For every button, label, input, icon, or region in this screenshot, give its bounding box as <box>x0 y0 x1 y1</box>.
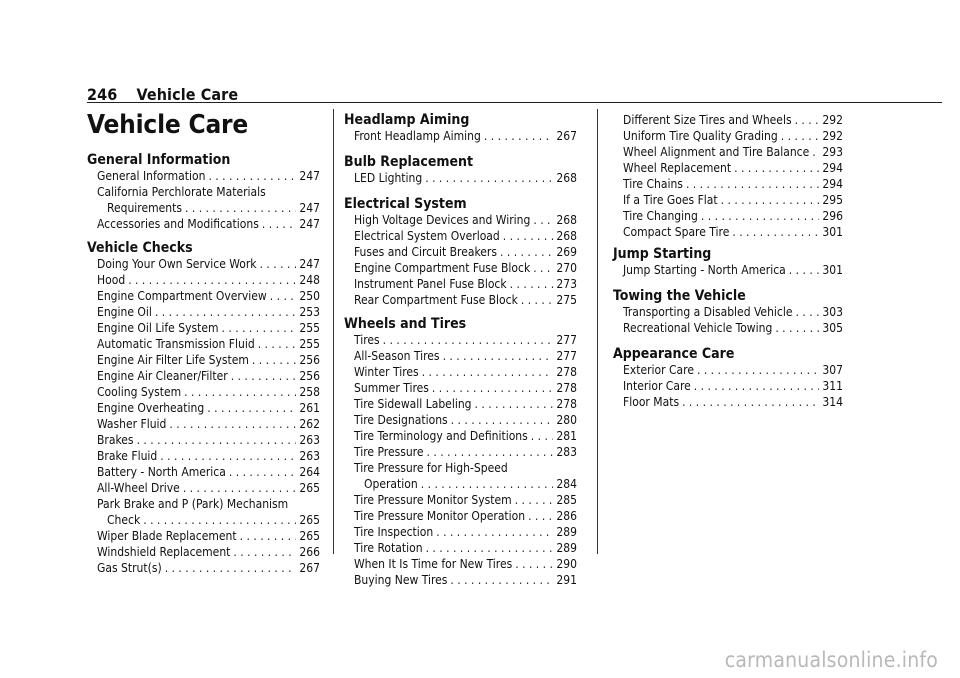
toc-entry-page-number: 289 <box>556 541 577 555</box>
toc-entry-title: LED Lighting <box>354 171 423 185</box>
dot-leader <box>531 428 554 444</box>
toc-entry-page-number: 292 <box>822 129 843 143</box>
toc-entry-title: Engine Compartment Fuse Block <box>354 261 531 275</box>
toc-entry-page-number: 307 <box>822 363 843 377</box>
dot-leader <box>222 320 297 336</box>
toc-entry[interactable] <box>354 332 577 348</box>
toc-entry[interactable] <box>354 128 577 144</box>
toc-entry[interactable] <box>354 292 577 308</box>
toc-entry[interactable] <box>354 396 577 412</box>
toc-entry[interactable] <box>97 288 320 304</box>
toc-entry[interactable] <box>354 228 577 244</box>
toc-entry[interactable] <box>97 432 320 448</box>
toc-entry-title: Interior Care <box>623 379 691 393</box>
toc-entry-title: Automatic Transmission Fluid <box>97 337 255 351</box>
toc-entry-page-number: 296 <box>822 209 843 223</box>
toc-entry-page-number: 270 <box>556 261 577 275</box>
toc-entry[interactable] <box>354 412 577 428</box>
toc-entry-title: High Voltage Devices and Wiring <box>354 213 531 227</box>
dot-leader <box>812 144 819 160</box>
toc-entry-title-line: Tire Pressure for High-Speed <box>354 461 508 475</box>
toc-entry-page-number: 262 <box>299 417 320 431</box>
toc-entry-title: Instrument Panel Fuse Block <box>354 277 507 291</box>
toc-entry-page-number: 247 <box>299 217 320 231</box>
toc-entry-title: Operation <box>364 477 418 491</box>
toc-entry-title: Electrical System Overload <box>354 229 500 243</box>
dot-leader <box>137 432 297 448</box>
dot-leader <box>732 224 819 240</box>
toc-entry[interactable] <box>623 362 843 378</box>
dot-leader <box>427 444 554 460</box>
dot-leader <box>503 228 554 244</box>
toc-entry[interactable] <box>623 128 843 144</box>
toc-entry-page-number: 247 <box>299 169 320 183</box>
page-number: 246 <box>87 85 118 104</box>
toc-entry[interactable] <box>354 276 577 292</box>
toc-entry-page-number: 264 <box>299 465 320 479</box>
toc-entry[interactable] <box>97 320 320 336</box>
toc-entry-title: Compact Spare Tire <box>623 225 730 239</box>
dot-leader <box>240 528 297 544</box>
watermark: carmanualsonline.info <box>724 648 938 672</box>
dot-leader <box>533 212 553 228</box>
toc-entry-title: Requirements <box>107 201 182 215</box>
dot-leader <box>426 540 554 556</box>
toc-entry-title: Front Headlamp Aiming <box>354 129 481 143</box>
dot-leader <box>781 128 820 144</box>
toc-entry[interactable] <box>97 416 320 432</box>
toc-entry-page-number: 265 <box>299 513 320 527</box>
dot-leader <box>258 336 297 352</box>
toc-entry-title: Brakes <box>97 433 134 447</box>
toc-entry[interactable] <box>623 262 843 278</box>
toc-entry-title: Engine Air Filter Life System <box>97 353 249 367</box>
dot-leader <box>143 512 296 528</box>
toc-entry-title: Exterior Care <box>623 363 694 377</box>
toc-entry[interactable] <box>623 160 843 176</box>
toc-entry-title: Tire Pressure Monitor Operation <box>354 509 526 523</box>
toc-entry[interactable] <box>354 348 577 364</box>
toc-entry[interactable] <box>623 208 843 224</box>
dot-leader <box>229 464 297 480</box>
dot-leader <box>682 394 819 410</box>
toc-entry[interactable] <box>97 448 320 464</box>
dot-leader <box>775 320 819 336</box>
toc-entry-title: Tires <box>354 333 380 347</box>
running-section-title: Vehicle Care <box>136 85 239 104</box>
toc-entry-title: Fuses and Circuit Breakers <box>354 245 497 259</box>
dot-leader <box>169 416 296 432</box>
toc-entry-title: Engine Oil <box>97 305 152 319</box>
toc-entry-title: Doing Your Own Service Work <box>97 257 257 271</box>
toc-entry-title: When It Is Time for New Tires <box>354 557 513 571</box>
dot-leader <box>231 368 297 384</box>
dot-leader <box>721 192 820 208</box>
toc-entry-title: Tire Terminology and Definitions <box>354 429 528 443</box>
toc-entry[interactable] <box>97 256 320 272</box>
toc-entry[interactable] <box>97 544 320 560</box>
toc-entry-title: Engine Air Cleaner/Filter <box>97 369 228 383</box>
toc-entry-page-number: 255 <box>299 337 320 351</box>
toc-entry[interactable] <box>623 320 843 336</box>
dot-leader <box>515 556 553 572</box>
toc-entry-page-number: 265 <box>299 481 320 495</box>
toc-entry-page-number: 278 <box>556 397 577 411</box>
chapter-title: Vehicle Care <box>87 110 249 140</box>
toc-entry-page-number: 290 <box>556 557 577 571</box>
dot-leader <box>451 412 554 428</box>
toc-entry[interactable] <box>97 304 320 320</box>
section-heading: Headlamp Aiming <box>344 112 470 128</box>
toc-entry-page-number: 277 <box>556 333 577 347</box>
toc-entry[interactable] <box>354 540 577 556</box>
toc-entry[interactable] <box>354 572 577 588</box>
toc-entry-title: Recreational Vehicle Towing <box>623 321 773 335</box>
section-heading: Bulb Replacement <box>344 154 474 170</box>
toc-entry-title: Tire Pressure <box>354 445 424 459</box>
dot-leader <box>789 262 820 278</box>
dot-leader <box>260 256 297 272</box>
dot-leader <box>686 176 819 192</box>
toc-entry[interactable] <box>354 380 577 396</box>
toc-entry-title: Floor Mats <box>623 395 680 409</box>
toc-entry-page-number: 268 <box>556 213 577 227</box>
toc-entry[interactable] <box>623 192 843 208</box>
toc-entry-page-number: 284 <box>556 477 577 491</box>
toc-entry-page-number: 301 <box>822 225 843 239</box>
toc-entry[interactable] <box>97 560 320 576</box>
toc-entry-page-number: 256 <box>299 369 320 383</box>
dot-leader <box>432 380 553 396</box>
toc-entry-page-number: 275 <box>556 293 577 307</box>
toc-entry-title: Summer Tires <box>354 381 429 395</box>
toc-entry-title: Tire Designations <box>354 413 448 427</box>
toc-entry-title: Cooling System <box>97 385 182 399</box>
toc-entry-page-number: 268 <box>556 229 577 243</box>
toc-entry-title: Gas Strut(s) <box>97 561 162 575</box>
toc-entry-page-number: 265 <box>299 529 320 543</box>
toc-entry-page-number: 294 <box>822 161 843 175</box>
dot-leader <box>450 572 553 588</box>
toc-entry-title: Rear Compartment Fuse Block <box>354 293 518 307</box>
toc-entry[interactable] <box>354 444 577 460</box>
toc-entry-title: Brake Fluid <box>97 449 158 463</box>
toc-entry-title: General Information <box>97 169 206 183</box>
toc-entry[interactable] <box>97 368 320 384</box>
toc-entry-title: Battery - North America <box>97 465 226 479</box>
dot-leader <box>500 244 553 260</box>
dot-leader <box>697 362 819 378</box>
toc-entry-title: Uniform Tire Quality Grading <box>623 129 778 143</box>
toc-entry-title: Wheel Alignment and Tire Balance <box>623 145 810 159</box>
toc-entry-page-number: 263 <box>299 433 320 447</box>
toc-entry-page-number: 281 <box>556 429 577 443</box>
toc-entry-title: Winter Tires <box>354 365 419 379</box>
toc-entry-title: Tire Rotation <box>354 541 423 555</box>
toc-entry[interactable] <box>623 224 843 240</box>
toc-entry-page-number: 273 <box>556 277 577 291</box>
toc-entry-title: Accessories and Modifications <box>97 217 259 231</box>
toc-entry-title: If a Tire Goes Flat <box>623 193 718 207</box>
toc-entry-title: Tire Changing <box>623 209 698 223</box>
toc-entry-page-number: 285 <box>556 493 577 507</box>
toc-entry-page-number: 280 <box>556 413 577 427</box>
dot-leader <box>233 544 296 560</box>
section-heading: General Information <box>87 152 231 168</box>
dot-leader <box>528 508 553 524</box>
section-heading: Appearance Care <box>613 346 735 362</box>
toc-entry-page-number: 277 <box>556 349 577 363</box>
toc-entry[interactable] <box>354 492 577 508</box>
toc-entry-page-number: 248 <box>299 273 320 287</box>
toc-entry-page-number: 263 <box>299 449 320 463</box>
toc-entry[interactable] <box>97 352 320 368</box>
toc-entry-page-number: 253 <box>299 305 320 319</box>
dot-leader <box>484 128 554 144</box>
toc-entry[interactable] <box>97 497 320 528</box>
toc-entry-title: Washer Fluid <box>97 417 167 431</box>
toc-entry-title: Engine Overheating <box>97 401 205 415</box>
toc-entry[interactable] <box>623 378 843 394</box>
dot-leader <box>160 448 296 464</box>
toc-entry-page-number: 303 <box>822 305 843 319</box>
toc-entry-title: Tire Sidewall Labeling <box>354 397 472 411</box>
toc-entry[interactable] <box>354 244 577 260</box>
toc-entry-title: Jump Starting - North America <box>623 263 786 277</box>
toc-entry-page-number: 293 <box>822 145 843 159</box>
toc-entry-page-number: 267 <box>556 129 577 143</box>
toc-entry-page-number: 294 <box>822 177 843 191</box>
dot-leader <box>421 476 554 492</box>
dot-leader <box>184 384 296 400</box>
toc-entry-page-number: 314 <box>822 395 843 409</box>
dot-leader <box>701 208 820 224</box>
toc-entry-page-number: 295 <box>822 193 843 207</box>
toc-entry-title-line: Park Brake and P (Park) Mechanism <box>97 497 289 511</box>
toc-entry[interactable] <box>97 464 320 480</box>
dot-leader <box>425 170 553 186</box>
dot-leader <box>128 272 296 288</box>
toc-entry[interactable] <box>97 168 320 184</box>
toc-entry[interactable] <box>97 185 320 216</box>
toc-entry-page-number: 247 <box>299 201 320 215</box>
toc-entry-title: All-Season Tires <box>354 349 440 363</box>
toc-entry[interactable] <box>623 112 843 128</box>
toc-entry-page-number: 301 <box>822 263 843 277</box>
dot-leader <box>475 396 554 412</box>
toc-entry-title: Tire Chains <box>623 177 683 191</box>
toc-entry[interactable] <box>354 212 577 228</box>
dot-leader <box>734 160 819 176</box>
dot-leader <box>262 216 297 232</box>
toc-entry-page-number: 268 <box>556 171 577 185</box>
toc-entry[interactable] <box>97 272 320 288</box>
toc-entry-title: Engine Oil Life System <box>97 321 219 335</box>
toc-entry-title: Different Size Tires and Wheels <box>623 113 792 127</box>
dot-leader <box>165 560 297 576</box>
toc-entry[interactable] <box>354 428 577 444</box>
toc-entry-title: Windshield Replacement <box>97 545 231 559</box>
dot-leader <box>155 304 296 320</box>
toc-entry-title: All-Wheel Drive <box>97 481 180 495</box>
toc-entry[interactable] <box>354 524 577 540</box>
toc-entry-page-number: 278 <box>556 381 577 395</box>
dot-leader <box>443 348 554 364</box>
toc-entry-page-number: 292 <box>822 113 843 127</box>
dot-leader <box>795 112 820 128</box>
toc-entry-page-number: 255 <box>299 321 320 335</box>
toc-entry[interactable] <box>97 336 320 352</box>
toc-entry[interactable] <box>97 384 320 400</box>
dot-leader <box>208 168 296 184</box>
toc-entry[interactable] <box>97 480 320 496</box>
dot-leader <box>510 276 554 292</box>
toc-entry-page-number: 247 <box>299 257 320 271</box>
toc-entry-page-number: 305 <box>822 321 843 335</box>
dot-leader <box>185 200 296 216</box>
toc-entry-title: Transporting a Disabled Vehicle <box>623 305 793 319</box>
dot-leader <box>515 492 554 508</box>
toc-entry-title: Hood <box>97 273 126 287</box>
toc-entry[interactable] <box>354 260 577 276</box>
section-heading: Towing the Vehicle <box>613 288 746 304</box>
toc-entry-page-number: 267 <box>299 561 320 575</box>
toc-entry-title: Engine Compartment Overview <box>97 289 267 303</box>
toc-entry-title: Tire Pressure Monitor System <box>354 493 512 507</box>
dot-leader <box>533 260 553 276</box>
toc-entry-title: Wheel Replacement <box>623 161 732 175</box>
dot-leader <box>436 524 553 540</box>
toc-entry-page-number: 289 <box>556 525 577 539</box>
toc-entry-page-number: 291 <box>556 573 577 587</box>
section-heading: Jump Starting <box>613 246 712 262</box>
column-divider <box>597 109 598 554</box>
toc-entry-page-number: 250 <box>299 289 320 303</box>
toc-entry-title: Buying New Tires <box>354 573 448 587</box>
column-divider <box>333 109 334 554</box>
toc-entry[interactable] <box>623 176 843 192</box>
section-heading: Electrical System <box>344 196 467 212</box>
dot-leader <box>796 304 820 320</box>
toc-entry[interactable] <box>354 508 577 524</box>
section-heading: Vehicle Checks <box>87 240 193 256</box>
toc-entry[interactable] <box>623 144 843 160</box>
dot-leader <box>207 400 296 416</box>
section-heading: Wheels and Tires <box>344 316 467 332</box>
dot-leader <box>183 480 297 496</box>
dot-leader <box>270 288 297 304</box>
toc-entry[interactable] <box>623 304 843 320</box>
dot-leader <box>521 292 554 308</box>
toc-entry-title: Check <box>107 513 141 527</box>
toc-entry-page-number: 286 <box>556 509 577 523</box>
toc-entry-page-number: 311 <box>822 379 843 393</box>
toc-entry-title: Tire Inspection <box>354 525 434 539</box>
toc-entry[interactable] <box>97 528 320 544</box>
toc-entry-page-number: 269 <box>556 245 577 259</box>
toc-entry-page-number: 258 <box>299 385 320 399</box>
toc-entry[interactable] <box>354 170 577 186</box>
dot-leader <box>383 332 554 348</box>
dot-leader <box>422 364 554 380</box>
toc-entry-title-line: California Perchlorate Materials <box>97 185 266 199</box>
dot-leader <box>252 352 296 368</box>
toc-entry[interactable] <box>97 216 320 232</box>
toc-entry[interactable] <box>354 461 577 492</box>
dot-leader <box>694 378 820 394</box>
toc-entry-page-number: 278 <box>556 365 577 379</box>
toc-entry-title: Wiper Blade Replacement <box>97 529 237 543</box>
toc-entry[interactable] <box>354 364 577 380</box>
toc-entry-page-number: 261 <box>299 401 320 415</box>
toc-entry-page-number: 266 <box>299 545 320 559</box>
toc-entry-page-number: 283 <box>556 445 577 459</box>
toc-entry[interactable] <box>623 394 843 410</box>
toc-entry[interactable] <box>354 556 577 572</box>
header-rule <box>87 102 942 103</box>
toc-entry-page-number: 256 <box>299 353 320 367</box>
toc-entry[interactable] <box>97 400 320 416</box>
